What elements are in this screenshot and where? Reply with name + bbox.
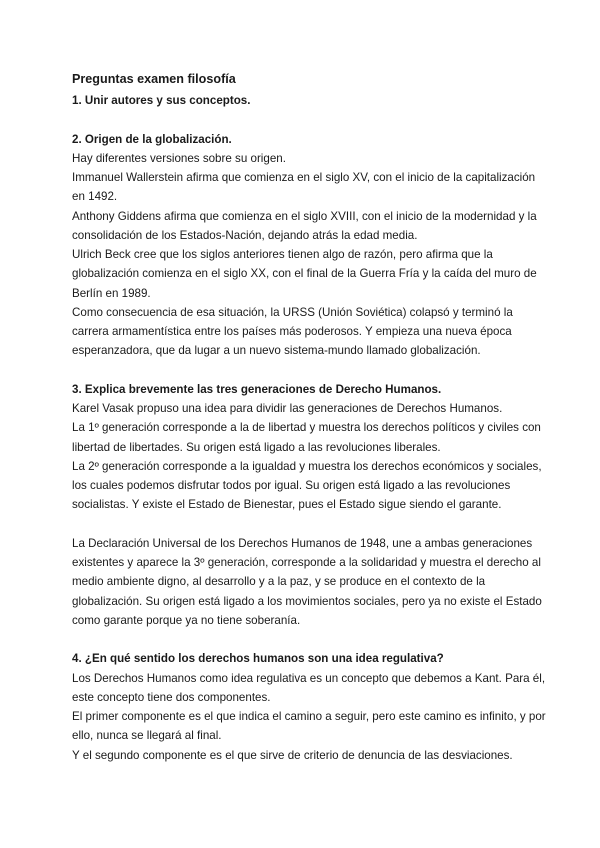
text-line: ello, nunca se llegará al final. [72, 729, 222, 743]
text-line: carrera armamentística entre los países más poderosos. Y empieza una nueva época [72, 325, 512, 338]
blank-line [72, 361, 542, 380]
text-line: como garante porque ya no tiene soberanía. [72, 613, 301, 627]
text-line: Berlín en 1989. [72, 286, 151, 300]
document-title: Preguntas examen filosofía [72, 72, 236, 86]
blank-line [72, 110, 542, 129]
text-line: Los Derechos Humanos como idea regulativa es un concepto que debemos a Kant. Para él, [72, 671, 546, 685]
text-line: Karel Vasak propuso una idea para dividir las generaciones de Derechos Humanos. [72, 402, 503, 415]
text-line: globalización comienza en el siglo XX, con el final de la Guerra Fría y la caída del muro de [72, 267, 537, 281]
text-line: La Declaración Universal de los Derechos Humanos de 1948, une a ambas generaciones [72, 536, 533, 550]
question-1-heading: 1. Unir autores y sus conceptos. [72, 94, 251, 107]
question-3-heading: 3. Explica brevemente las tres generaciones de Derecho Humanos. [72, 382, 442, 396]
text-line: globalización. Su origen está ligado a los movimientos sociales, pero ya no existe el Estado [72, 594, 542, 608]
text-line: esperanzadora, que da lugar a un nuevo sistema-mundo llamado globalización. [72, 344, 481, 358]
question-4-heading: 4. ¿En qué sentido los derechos humanos son una idea regulativa? [72, 652, 444, 666]
question-2-body [72, 149, 542, 361]
text-line: medio ambiente digno, al desarrollo y a la paz, y se produce en el contexto de la [72, 575, 486, 589]
text-line: existentes y aparece la 3º generación, corresponde a la solidaridad y muestra el derecho al [72, 556, 541, 569]
text-line: socialistas. Y existe el Estado de Bienestar, pues el Estado sigue siendo el garante. [72, 498, 502, 512]
text-line: libertad de libertades. Su origen está ligado a las revoluciones liberales. [72, 440, 441, 454]
text-line: La 1º generación corresponde a la de libertad y muestra los derechos políticos y civiles con [72, 421, 541, 435]
text-line: Como consecuencia de esa situación, la URSS (Unión Soviética) colapsó y terminó la [72, 305, 513, 319]
blank-line [72, 630, 542, 649]
text-line: este concepto tiene dos componentes. [72, 690, 271, 704]
text-line: Y el segundo componente es el que sirve de criterio de denuncia de las desviaciones. [72, 748, 513, 762]
text-line: los cuales podemos disfrutar todos por igual. Su origen está ligado a las revoluciones [72, 479, 511, 492]
text-line: La 2º generación corresponde a la igualdad y muestra los derechos económicos y sociales, [72, 459, 542, 473]
text-line: El primer componente es el que indica el camino a seguir, pero este camino es infinito, y por [72, 710, 546, 723]
text-line: Anthony Giddens afirma que comienza en el siglo XVIII, con el inicio de la modernidad y la [72, 209, 537, 223]
document-page [72, 69, 546, 765]
text-line: en 1492. [72, 190, 118, 204]
text-line: consolidación de los Estados-Nación, dejando atrás la edad media. [72, 228, 418, 242]
text-line: Hay diferentes versiones sobre su origen. [72, 151, 286, 165]
question-2-heading: 2. Origen de la globalización. [72, 132, 232, 146]
blank-line [72, 515, 542, 534]
question-4-body [72, 669, 546, 765]
text-line: Immanuel Wallerstein afirma que comienza en el siglo XV, con el inicio de la capitalización [72, 171, 536, 184]
text-line: Ulrich Beck cree que los siglos anteriores tienen algo de razón, pero afirma que la [72, 248, 493, 261]
question-3-body [72, 399, 542, 630]
